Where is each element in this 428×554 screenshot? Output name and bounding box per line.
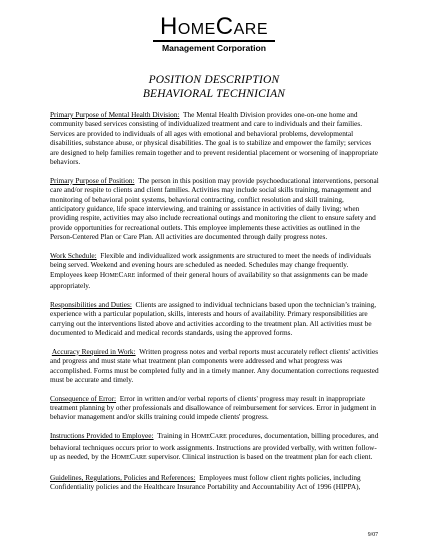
section-guidelines xyxy=(50,473,380,492)
section-body: Employees must follow client rights policies, including Confidentiality policies and the Healthcare Insurance Portability and Accountability Act of 1996 (HIPPA), xyxy=(50,472,361,492)
section-consequence-of-error xyxy=(50,394,380,422)
company-subtitle: Management Corporation xyxy=(161,42,267,53)
section-body: Flexible and individualized work assignments are structured to meet the needs of individuals being served. Weekend and evening hours are scheduled as needed. Schedules may change frequently. Employees keep HOMECARE informed of their general hours of availability so that assignments can be made appropriately. xyxy=(50,250,372,291)
section-heading: Accuracy Required in Work: xyxy=(51,346,136,356)
company-logo xyxy=(0,13,428,54)
section-heading: Primary Purpose of Position: xyxy=(50,175,135,185)
title-behavioral-technician: BEHAVIORAL TECHNICIAN xyxy=(142,88,286,100)
company-name: HOMECARE xyxy=(159,13,269,40)
section-instructions xyxy=(50,431,380,463)
title-position-description: POSITION DESCRIPTION xyxy=(148,74,280,86)
section-body: The person in this position may provide psychoeducational interventions, personal care and/or respite to clients and client families. Activities may include social skills training, management and monitoring of behavioral point systems, behavioral contracting, conflict resolution and skill training, anticipatory guidance, life space interviewing, and training or assistance in activities of daily living; when providing respite, activities may also include recreational outings and monitoring the client to ensure safety and provide opportunities for recreational outlets. This employee implements these activities as outlined in the Person-Centered Plan or Care Plan. All activities are documented through daily progress notes. xyxy=(50,175,379,242)
section-heading: Guidelines, Regulations, Policies and References: xyxy=(50,472,196,482)
footer-date: 9/07 xyxy=(367,532,378,538)
section-heading: Instructions Provided to Employee: xyxy=(50,431,154,441)
section-heading: Consequence of Error: xyxy=(50,393,117,403)
section-heading: Work Schedule: xyxy=(50,250,97,260)
section-body: Written progress notes and verbal reports must accurately reflect clients' activities and progress and must state what treatment plan components were addressed and what progress was accomplished. Forms must be completed fully and in a timely manner. Any documentation corrections requested must be accurate and timely. xyxy=(50,346,379,384)
section-accuracy xyxy=(50,347,380,385)
section-mental-health-division xyxy=(50,110,380,166)
section-primary-purpose xyxy=(50,176,380,242)
document-body xyxy=(50,110,380,501)
section-heading: Responsibilities and Duties: xyxy=(50,299,132,309)
section-responsibilities xyxy=(50,300,380,338)
section-body: Clients are assigned to individual technicians based upon the technician’s training, experience with a particular population, skills, interests and hours of availability. Primary responsibilities are carrying out the interventions listed above and activities according to the treatment plan. All activities must be documented to Medicaid and medical records standards, using the approved forms. xyxy=(50,299,377,338)
document-titles xyxy=(0,73,428,101)
section-heading: Primary Purpose of Mental Health Division: xyxy=(50,110,180,119)
logo-divider xyxy=(153,40,275,42)
section-body: Training in HOMECARE procedures, documentation, billing procedures, and behavioral techniques occurs prior to work assignments. Instructions are provided verbally, with written follow-up as needed, by the HOMECARE supervisor. Clinical instruction is based on the treatment plan for each client. xyxy=(50,431,379,461)
section-body: Error in written and/or verbal reports of clients' progress may result in inappropriate treatment planning by other professionals and disallowance of reimbursement for services. Error in judgment in behavior management and/or skills training could impede clients' progress. xyxy=(50,393,377,422)
section-body: The Mental Health Division provides one-on-one home and community based services consisting of individualized treatment and care to individuals and their families. Services are provided to individuals of all ages with emotional and behavioral problems, developmental disabilities, substance abuse, or physical disabilities. The goal is to stabilize and empower the family; services are designed to help families remain together and to prevent residential placement or worsening of inappropriate behaviors. xyxy=(50,110,379,167)
section-work-schedule xyxy=(50,251,380,291)
